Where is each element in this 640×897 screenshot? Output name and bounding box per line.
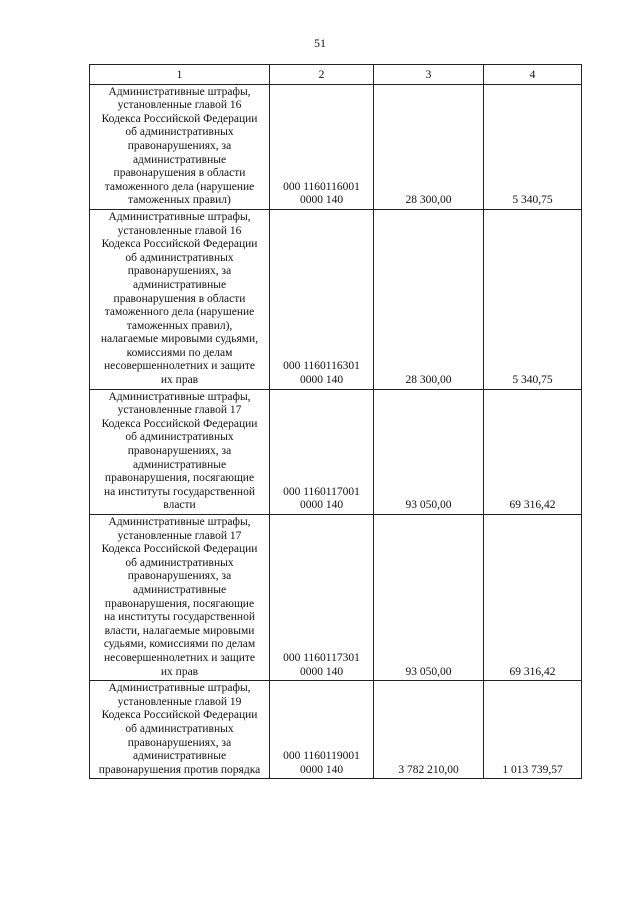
table-row: [90, 515, 582, 681]
row-budget-code: [270, 681, 374, 779]
row-budget-code: [270, 389, 374, 514]
column-header-1: 1: [90, 65, 270, 85]
row-value-column-3: 93 050,00: [374, 389, 484, 514]
description-line: об административных: [125, 126, 234, 139]
description-line: власти, налагаемые мировыми: [104, 624, 255, 637]
row-value-column-3: 3 782 210,00: [374, 681, 484, 779]
description-line: Административные штрафы,: [108, 210, 251, 223]
description-line: комиссиями по делам: [126, 346, 233, 359]
row-budget-code: [270, 209, 374, 389]
row-description: [90, 84, 270, 209]
row-value-column-3: 28 300,00: [374, 84, 484, 209]
description-line: правонарушениях, за: [127, 445, 232, 458]
budget-code-line: 0000 140: [299, 763, 344, 776]
description-line: их прав: [160, 374, 199, 387]
description-line: Кодекса Российской Федерации: [101, 709, 258, 722]
description-line: правонарушениях, за: [127, 139, 232, 152]
description-line: на институты государственной: [104, 611, 255, 624]
budget-table: [89, 64, 582, 779]
description-line: несовершеннолетних и защите: [103, 360, 256, 373]
row-value-column-4: 5 340,75: [484, 209, 582, 389]
row-budget-code: [270, 515, 374, 681]
description-line: Кодекса Российской Федерации: [101, 238, 258, 251]
description-line: установленные главой 16: [117, 99, 242, 112]
description-line: Административные штрафы,: [108, 682, 251, 695]
description-line: правонарушениях, за: [127, 736, 232, 749]
row-value-column-3: 28 300,00: [374, 209, 484, 389]
table-body: [90, 84, 582, 779]
description-line: правонарушения, посягающие: [104, 472, 255, 485]
table-row: [90, 209, 582, 389]
description-line: таможенных правил),: [126, 319, 233, 332]
budget-code-line: 000 1160117301: [283, 651, 360, 664]
description-line: об административных: [125, 556, 234, 569]
row-value-column-4: 5 340,75: [484, 84, 582, 209]
budget-code-line: 000 1160116301: [283, 360, 360, 373]
description-line: об административных: [125, 431, 234, 444]
description-line: установленные главой 19: [117, 695, 242, 708]
description-line: правонарушения против порядка: [98, 763, 261, 776]
description-line: таможенного дела (нарушение: [104, 306, 255, 319]
budget-code-line: 000 1160119001: [283, 750, 360, 763]
description-line: Кодекса Российской Федерации: [101, 543, 258, 556]
column-header-3: 3: [374, 65, 484, 85]
column-header-2: 2: [270, 65, 374, 85]
description-line: власти: [163, 499, 196, 512]
description-line: таможенных правил): [128, 194, 231, 207]
description-line: правонарушения в области: [113, 292, 246, 305]
page-number: 51: [314, 36, 326, 50]
row-budget-code: [270, 84, 374, 209]
budget-code-line: 0000 140: [299, 374, 344, 387]
description-line: правонарушения в области: [113, 167, 246, 180]
budget-code-line: 0000 140: [299, 194, 344, 207]
description-line: Административные штрафы,: [108, 390, 251, 403]
row-description: [90, 681, 270, 779]
description-line: судьями, комиссиями по делам: [103, 638, 256, 651]
budget-code-line: 0000 140: [299, 499, 344, 512]
row-description: [90, 209, 270, 389]
row-value-column-4: 69 316,42: [484, 515, 582, 681]
description-line: несовершеннолетних и защите: [103, 651, 256, 664]
description-line: Кодекса Российской Федерации: [101, 417, 258, 430]
budget-code-line: 000 1160116001: [283, 180, 360, 193]
description-line: установленные главой 17: [117, 404, 242, 417]
row-value-column-4: 1 013 739,57: [484, 681, 582, 779]
description-line: установленные главой 16: [117, 224, 242, 237]
description-line: Административные штрафы,: [108, 516, 251, 528]
description-line: их прав: [160, 665, 199, 678]
description-line: об административных: [125, 722, 234, 735]
row-description: [90, 389, 270, 514]
description-line: об административных: [125, 251, 234, 264]
budget-code-line: 000 1160117001: [283, 485, 360, 498]
description-line: правонарушениях, за: [127, 570, 232, 583]
description-line: административные: [132, 458, 227, 471]
description-line: правонарушения, посягающие: [104, 597, 255, 610]
row-value-column-4: 69 316,42: [484, 389, 582, 514]
table-row: [90, 84, 582, 209]
description-line: административные: [132, 278, 227, 291]
column-header-4: 4: [484, 65, 582, 85]
description-line: административные: [132, 750, 227, 763]
row-description: [90, 515, 270, 681]
description-line: установленные главой 17: [117, 529, 242, 542]
description-line: таможенного дела (нарушение: [104, 180, 255, 193]
description-line: административные: [132, 153, 227, 166]
description-line: правонарушениях, за: [127, 265, 232, 278]
description-line: Административные штрафы,: [108, 85, 251, 98]
description-line: Кодекса Российской Федерации: [101, 112, 258, 125]
table-row: [90, 681, 582, 779]
row-value-column-3: 93 050,00: [374, 515, 484, 681]
description-line: на институты государственной: [104, 485, 255, 498]
budget-code-line: 0000 140: [299, 665, 344, 678]
description-line: налагаемые мировыми судьями,: [100, 333, 259, 346]
description-line: административные: [132, 583, 227, 596]
table-row: [90, 389, 582, 514]
table-header-row: [90, 65, 582, 85]
